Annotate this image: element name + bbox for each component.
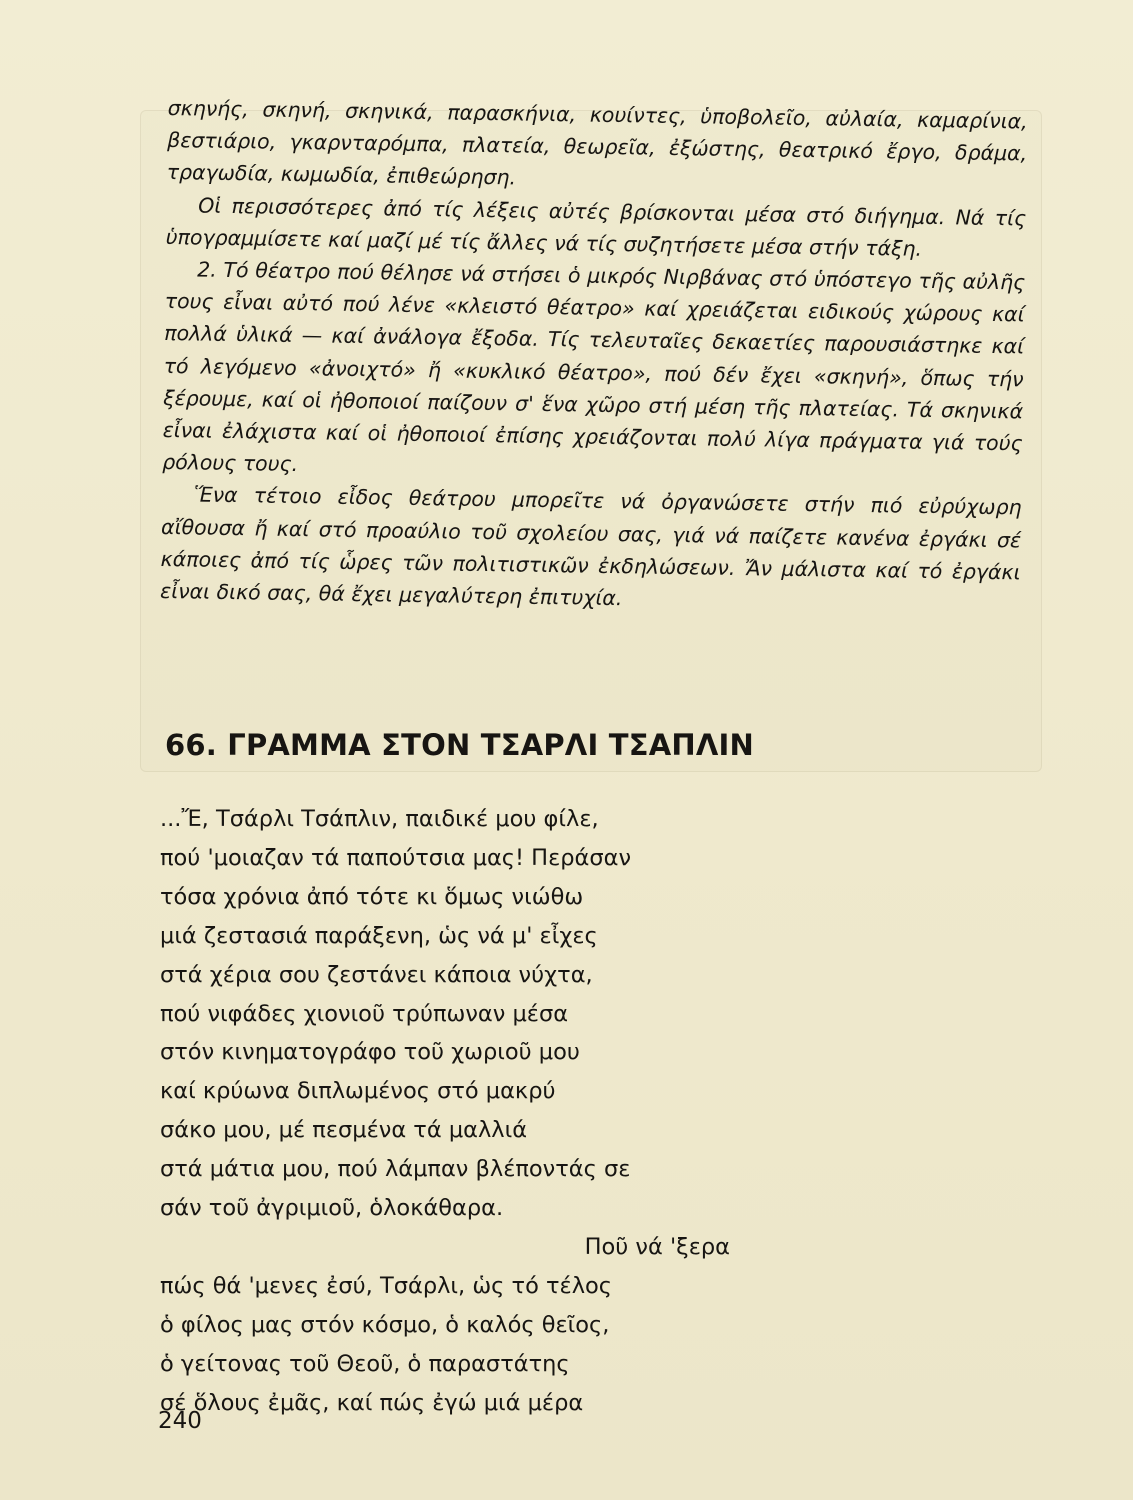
poem-line: στά μάτια μου, πού λάμπαν βλέποντάς σε — [160, 1156, 631, 1183]
poem-line: ὁ φίλος μας στόν κόσμο, ὁ καλός θεῖος, — [160, 1311, 610, 1338]
poem-line: καί κρύωνα διπλωμένος στό μακρύ — [160, 1078, 556, 1105]
poem-line: μιά ζεστασιά παράξενη, ὡς νά μ' εἶχες — [160, 922, 598, 949]
theatre-exercise-paragraph: 2. Τό θέατρο πού θέλησε νά στήσει ὁ μικρός Νιρβάνας στό ὑπόστεγο τῆς αὐλῆς τους εἶναι αὐτό πού λένε «κλειστό θέατρο» καί χρειάζεται ειδικούς χώρους καί πολλά ὑλικά — καί ἀνάλογα ἔξοδα. Τίς τελευταῖες δεκαετίες παρουσιάστηκε καί τό λεγόμενο «ἀνοιχτό» ἤ «κυκλικό θέατρο», πού δέν ἔχει «σκηνή», ὅπως τήν ξέρουμε, καί οἱ ἠθοποιοί παίζουν σ' ἕνα χῶρο στή μέση τῆς πλατείας. Τά σκηνικά εἶναι ἐλάχιστα καί οἱ ἠθοποιοί ἐπίσης χρειάζονται πολύ λίγα πράγματα γιά τούς ρόλους τους. — [161, 257, 1026, 477]
poem-line-indented: Ποῦ νά 'ξερα — [584, 1233, 730, 1260]
vocabulary-list-paragraph: σκηνής, σκηνή, σκηνικά, παρασκήνια, κουίντες, ὑποβολεῖο, αὐλαία, καμαρίνια, βεστιάριο, γκαρνταρόμπα, πλατεία, θεωρεῖα, ἐξώστης, θεατρικό ἔργο, δράμα, τραγωδία, κωμωδία, ἐπιθεώρηση. — [166, 95, 1028, 190]
page-number: 240 — [158, 1408, 202, 1434]
chapter-heading: 66. ΓΡΑΜΜΑ ΣΤΟΝ ΤΣΑΡΛΙ ΤΣΑΠΛΙΝ — [165, 728, 754, 762]
poem-line: ...Ἔ, Τσάρλι Τσάπλιν, παιδικέ μου φίλε, — [160, 806, 599, 832]
school-theatre-paragraph: Ἕνα τέτοιο εἶδος θεάτρου μπορεῖτε νά ὀργανώσετε στήν πιό εὐρύχωρη αἴθουσα ἤ καί στό προαύλιο τοῦ σχολείου σας, γιά νά παίζετε κανένα ἐργάκι σέ κάποιες ἀπό τίς ὧρες τῶν πολιτιστικῶν ἐκδηλώσεων. Ἄν μάλιστα καί τό ἐργάκι εἶναι δικό σας, θά ἔχει μεγαλύτερη ἐπιτυχία. — [159, 482, 1022, 611]
poem-body — [160, 800, 780, 1423]
poem-line: πώς θά 'μενες ἐσύ, Τσάρλι, ὡς τό τέλος — [160, 1272, 612, 1299]
poem-line: πού 'μοιαζαν τά παπούτσια μας! Περάσαν — [160, 844, 632, 871]
poem-line: σάν τοῦ ἀγριμιοῦ, ὁλοκάθαρα. — [160, 1195, 504, 1222]
poem-line: πού νιφάδες χιονιοῦ τρύπωναν μέσα — [160, 1000, 569, 1027]
exercise-section — [160, 92, 1028, 621]
poem-line: ὁ γείτονας τοῦ Θεοῦ, ὁ παραστάτης — [160, 1350, 570, 1377]
poem-line: τόσα χρόνια ἀπό τότε κι ὅμως νιώθω — [160, 883, 584, 910]
poem-line: στά χέρια σου ζεστάνει κάποια νύχτα, — [160, 961, 593, 988]
poem-line: σέ ὅλους ἐμᾶς, καί πώς ἐγώ μιά μέρα — [160, 1389, 584, 1416]
underline-instruction-paragraph: Οἱ περισσότερες ἀπό τίς λέξεις αὐτές βρίσκονται μέσα στό διήγημα. Νά τίς ὑπογραμμίσετε καί μαζί μέ τίς ἄλλες νά τίς συζητήσετε μέσα στήν τάξη. — [165, 193, 1027, 261]
poem-line: σάκο μου, μέ πεσμένα τά μαλλιά — [160, 1117, 528, 1144]
poem-line: στόν κινηματογράφο τοῦ χωριοῦ μου — [160, 1039, 580, 1066]
